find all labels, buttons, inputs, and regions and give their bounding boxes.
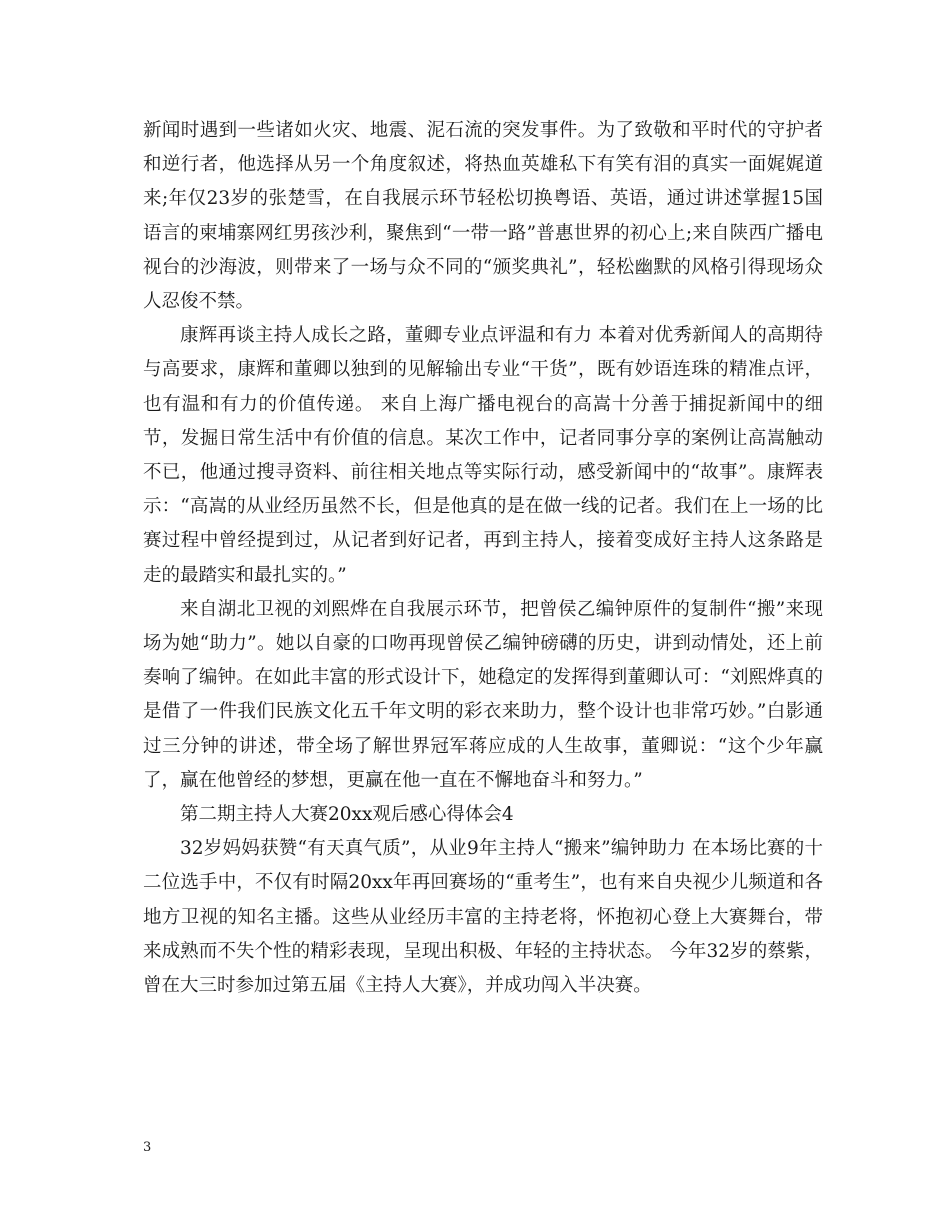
paragraph-caizi: 32岁妈妈获赞“有天真气质”，从业9年主持人“搬来”编钟助力 在本场比赛的十二位选手中，不仅有时隔20xx年再回赛场的“重考生”，也有来自央视少儿频道和各地方卫视的知名主播。这些从业经历丰富的主持老将，怀抱初心登上大赛舞台，带来成熟而不失个性的精彩表现，呈现出积极、年轻的主持状态。 今年32岁的蔡紫，曾在大三时参加过第五届《主持人大赛》，并成功闯入半决赛。: [143, 838, 823, 997]
page-number: 3: [143, 1140, 152, 1155]
document-body: [143, 114, 823, 1003]
paragraph-liuxiye: 来自湖北卫视的刘熙烨在自我展示环节，把曾侯乙编钟原件的复制件“搬”来现场为她“助力”。她以自豪的口吻再现曾侯乙编钟磅礴的历史，讲到动情处，还上前奏响了编钟。在如此丰富的形式设计下，她稳定的发挥得到董卿认可：“刘熙烨真的是借了一件我们民族文化五千年文明的彩衣来助力，整个设计也非常巧妙。”白影通过三分钟的讲述，带全场了解世界冠军蒋应成的人生故事，董卿说：“这个少年赢了，赢在他曾经的梦想，更赢在他一直在不懈地奋斗和努力。”: [143, 598, 823, 791]
paragraph-kanghui-dongqing: 康辉再谈主持人成长之路，董卿专业点评温和有力 本着对优秀新闻人的高期待与高要求，康辉和董卿以独到的见解输出专业“干货”，既有妙语连珠的精准点评，也有温和有力的价值传递。 来自上海广播电视台的高嵩十分善于捕捉新闻中的细节，发掘日常生活中有价值的信息。某次工作中，记者同事分享的案例让高嵩触动不已，他通过搜寻资料、前往相关地点等实际行动，感受新闻中的“故事”。康辉表示：“高嵩的从业经历虽然不长，但是他真的是在做一线的记者。我们在上一场的比赛过程中曾经提到过，从记者到好记者，再到主持人，接着变成好主持人这条路是走的最踏实和最扎实的。”: [143, 325, 823, 586]
section-heading: 第二期主持人大赛20xx观后感心得体会4: [180, 804, 514, 826]
paragraph-continuation: 新闻时遇到一些诸如火灾、地震、泥石流的突发事件。为了致敬和平时代的守护者和逆行者，他选择从另一个角度叙述，将热血英雄私下有笑有泪的真实一面娓娓道来;年仅23岁的张楚雪，在自我展示环节轻松切换粤语、英语，通过讲述掌握15国语言的柬埔寨网红男孩沙利，聚焦到“一带一路”普惠世界的初心上;来自陕西广播电视台的沙海波，则带来了一场与众不同的“颁奖典礼”，轻松幽默的风格引得现场众人忍俊不禁。: [143, 120, 823, 313]
